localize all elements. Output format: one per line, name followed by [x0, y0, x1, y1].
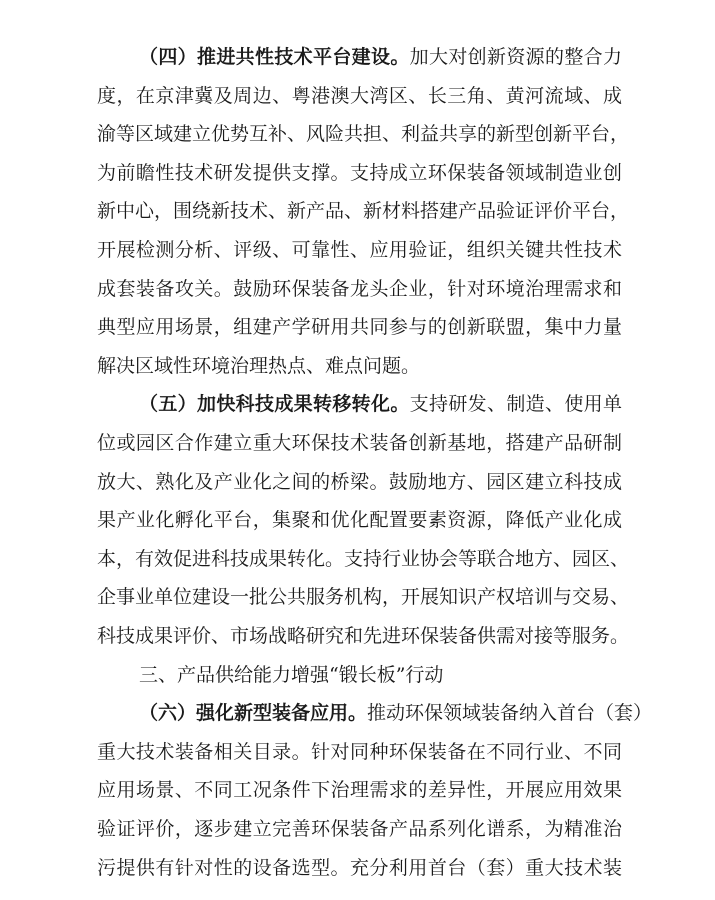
section-6-line-3: 应用场景、不同工况条件下治理需求的差异性，开展应用效果	[97, 779, 622, 801]
section-4-line-8: 典型应用场景，组建产学研用共同参与的创新联盟，集中力量	[97, 316, 622, 338]
section-4-first-line	[139, 40, 622, 74]
section-5-line-4: 果产业化孵化平台，集聚和优化配置要素资源，降低产业化成	[97, 509, 622, 531]
section-4-line-7: 成套装备攻关。鼓励环保装备龙头企业，针对环境治理需求和	[97, 278, 622, 300]
section-4-line-5: 新中心，围绕新技术、新产品、新材料搭建产品验证评价平台，	[97, 200, 630, 222]
section-4-line-9: 解决区域性环境治理热点、难点问题。	[97, 355, 421, 377]
chapter-3-heading: 三、产品供给能力增强“锻长板”行动	[139, 664, 444, 686]
section-6-line-1-text: 推动环保领域装备纳入首台（套）	[367, 702, 653, 724]
section-4-heading: （四）推进共性技术平台建设。	[139, 46, 410, 68]
section-6-line-5: 污提供有针对性的设备选型。充分利用首台（套）重大技术装	[97, 857, 622, 879]
section-5-line-3: 放大、熟化及产业化之间的桥梁。鼓励地方、园区建立科技成	[97, 471, 622, 493]
section-5-line-7: 科技成果评价、市场战略研究和先进环保装备供需对接等服务。	[97, 625, 630, 647]
section-6-line-2: 重大技术装备相关目录。针对同种环保装备在不同行业、不同	[97, 741, 622, 763]
section-4-line-2: 度，在京津冀及周边、粤港澳大湾区、长三角、黄河流域、成	[97, 85, 622, 107]
section-5-line-1-text: 支持研发、制造、使用单	[409, 393, 622, 415]
section-5-line-6: 企事业单位建设一批公共服务机构，开展知识产权培训与交易、	[97, 586, 630, 608]
section-4-line-3: 渝等区域建立优势互补、风险共担、利益共享的新型创新平台，	[97, 123, 630, 145]
section-4-line-6: 开展检测分析、评级、可靠性、应用验证，组织关键共性技术	[97, 239, 622, 261]
section-5-heading: （五）加快科技成果转移转化。	[139, 393, 410, 415]
section-5-line-2: 位或园区合作建立重大环保技术装备创新基地，搭建产品研制	[97, 432, 622, 454]
section-6-line-4: 验证评价，逐步建立完善环保装备产品系列化谱系，为精准治	[97, 818, 622, 840]
section-5-first-line	[139, 387, 622, 421]
section-5-line-5: 本，有效促进科技成果转化。支持行业协会等联合地方、园区、	[97, 548, 630, 570]
section-6-first-line	[139, 696, 653, 730]
section-4-line-4: 为前瞻性技术研发提供支撑。支持成立环保装备领域制造业创	[97, 162, 622, 184]
section-4-line-1-text: 加大对创新资源的整合力	[409, 46, 622, 68]
section-6-heading: （六）强化新型装备应用。	[139, 702, 368, 724]
